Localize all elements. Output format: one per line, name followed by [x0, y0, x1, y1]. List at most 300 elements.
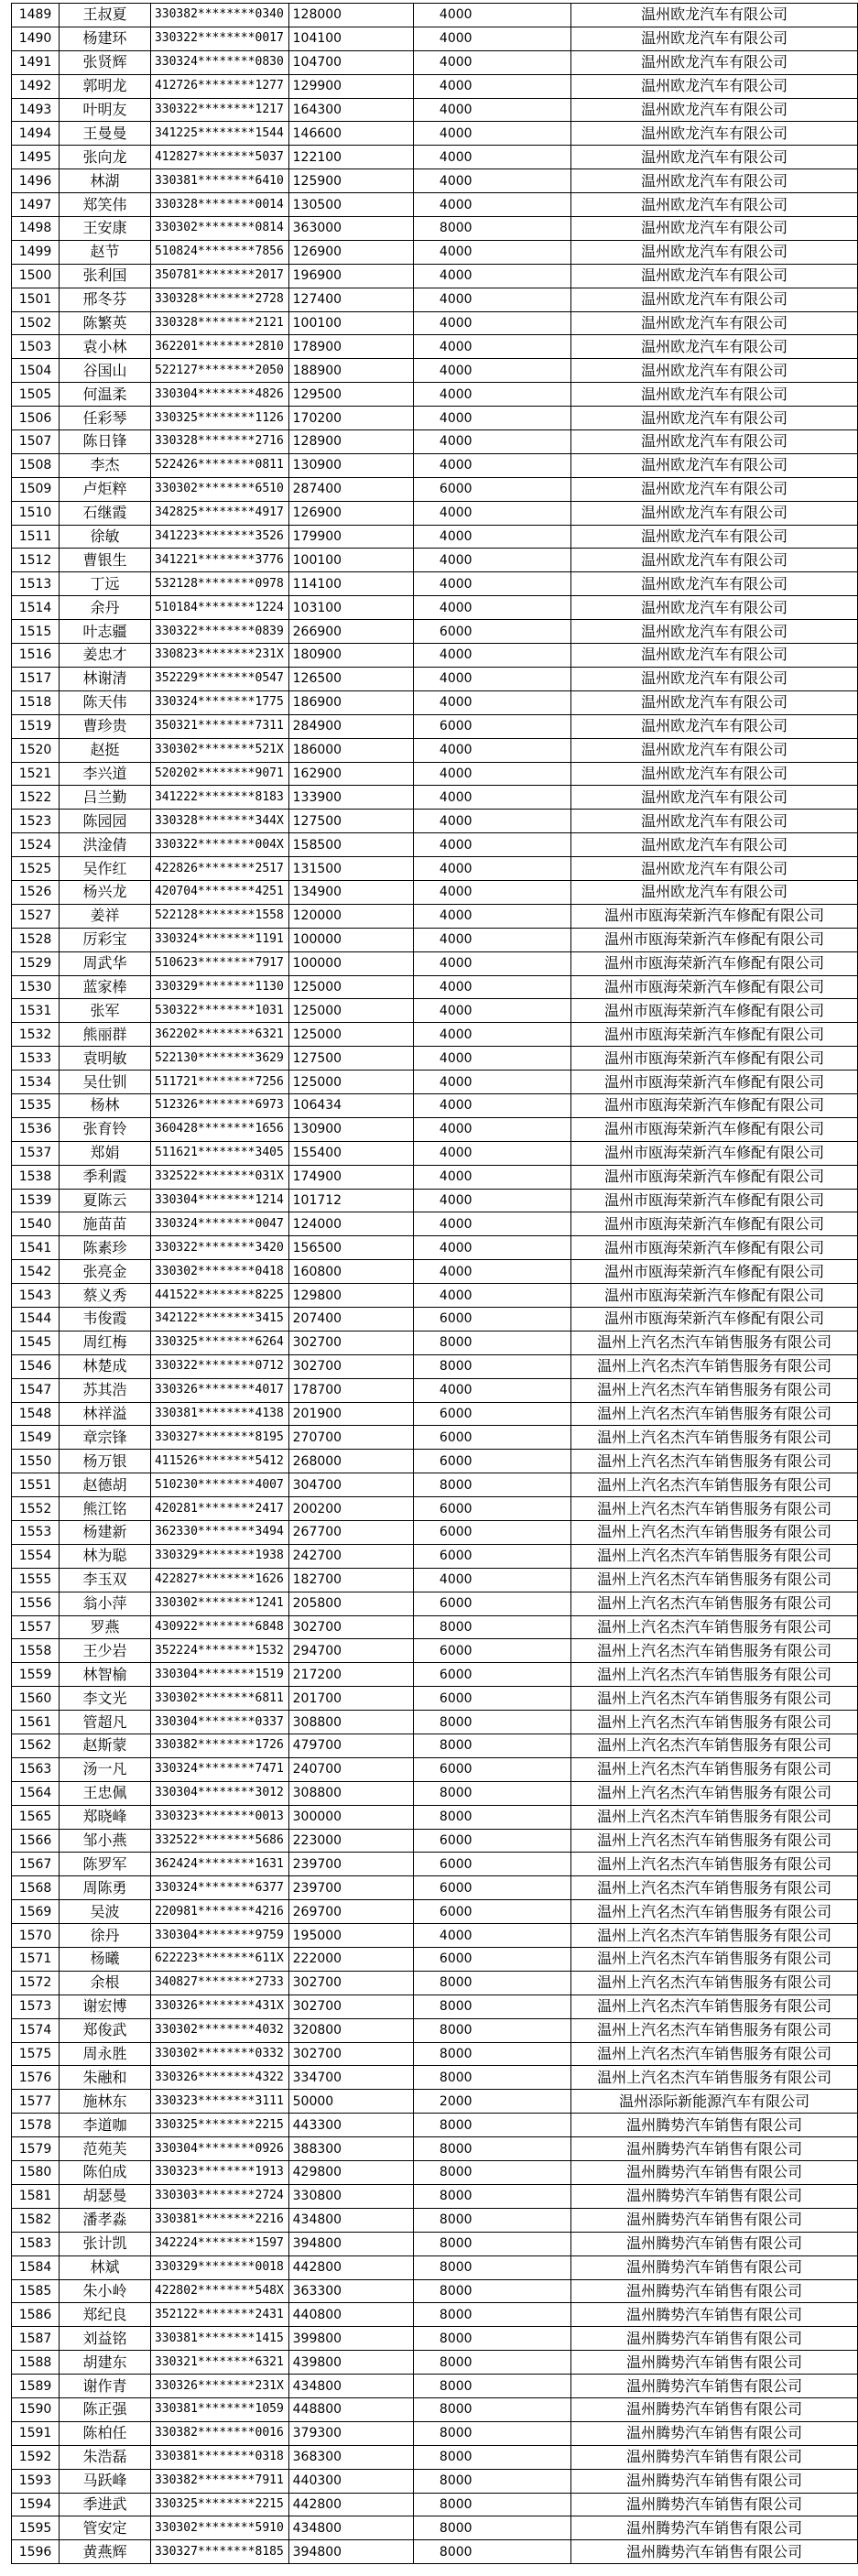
row-number-cell: 1575 — [12, 2042, 60, 2066]
table-row — [12, 1639, 858, 1663]
id-number-cell: 362202********6321 — [150, 1023, 288, 1047]
company-name-cell: 温州欧龙汽车有限公司 — [571, 738, 858, 762]
id-number-cell: 530322********1031 — [150, 999, 288, 1023]
company-name-cell: 温州上汽名杰汽车销售服务有限公司 — [571, 2018, 858, 2042]
price-amount-cell: 129900 — [288, 74, 413, 98]
company-name-cell: 温州欧龙汽车有限公司 — [571, 193, 858, 217]
company-name-cell: 温州市瓯海荣新汽车修配有限公司 — [571, 975, 858, 999]
person-name-cell: 杨兴龙 — [60, 880, 151, 904]
row-number-cell: 1515 — [12, 620, 60, 644]
id-number-cell: 330329********0018 — [150, 2255, 288, 2279]
person-name-cell: 张军 — [60, 999, 151, 1023]
subsidy-amount-cell: 4000 — [413, 4, 570, 27]
person-name-cell: 李杰 — [60, 453, 151, 477]
subsidy-amount-cell: 6000 — [413, 477, 570, 501]
subsidy-amount-cell: 4000 — [413, 453, 570, 477]
company-name-cell: 温州欧龙汽车有限公司 — [571, 549, 858, 572]
id-number-cell: 420704********4251 — [150, 880, 288, 904]
row-number-cell: 1550 — [12, 1450, 60, 1473]
subsidy-amount-cell: 4000 — [413, 690, 570, 714]
table-row — [12, 359, 858, 383]
person-name-cell: 吴作红 — [60, 857, 151, 881]
table-row — [12, 1165, 858, 1189]
id-number-cell: 510184********1224 — [150, 596, 288, 620]
company-name-cell: 温州上汽名杰汽车销售服务有限公司 — [571, 1497, 858, 1521]
price-amount-cell: 100100 — [288, 311, 413, 335]
subsidy-amount-cell: 4000 — [413, 27, 570, 50]
id-number-cell: 330326********431X — [150, 1994, 288, 2018]
table-row — [12, 1544, 858, 1568]
subsidy-amount-cell: 4000 — [413, 1236, 570, 1260]
table-row — [12, 2469, 858, 2493]
company-name-cell: 温州上汽名杰汽车销售服务有限公司 — [571, 1805, 858, 1829]
subsidy-amount-cell: 8000 — [413, 1734, 570, 1758]
id-number-cell: 330302********0418 — [150, 1260, 288, 1284]
person-name-cell: 范苑芙 — [60, 2137, 151, 2161]
price-amount-cell: 201900 — [288, 1402, 413, 1426]
id-number-cell: 330328********2121 — [150, 311, 288, 335]
price-amount-cell: 440300 — [288, 2469, 413, 2493]
company-name-cell: 温州上汽名杰汽车销售服务有限公司 — [571, 2042, 858, 2066]
person-name-cell: 管超凡 — [60, 1711, 151, 1734]
subsidy-amount-cell: 4000 — [413, 833, 570, 857]
company-name-cell: 温州欧龙汽车有限公司 — [571, 810, 858, 833]
row-number-cell: 1546 — [12, 1354, 60, 1378]
person-name-cell: 赵斯蒙 — [60, 1734, 151, 1758]
company-name-cell: 温州欧龙汽车有限公司 — [571, 264, 858, 288]
price-amount-cell: 434800 — [288, 2516, 413, 2540]
company-name-cell: 温州上汽名杰汽车销售服务有限公司 — [571, 1971, 858, 1994]
price-amount-cell: 131500 — [288, 857, 413, 881]
person-name-cell: 姜祥 — [60, 904, 151, 928]
subsidy-amount-cell: 4000 — [413, 1568, 570, 1592]
id-number-cell: 341223********3526 — [150, 525, 288, 549]
id-number-cell: 330322********1217 — [150, 98, 288, 122]
price-amount-cell: 320800 — [288, 2018, 413, 2042]
table-row — [12, 810, 858, 833]
person-name-cell: 周武华 — [60, 951, 151, 975]
person-name-cell: 王叔夏 — [60, 4, 151, 27]
subsidy-amount-cell: 4000 — [413, 880, 570, 904]
subsidy-amount-cell: 8000 — [413, 1354, 570, 1378]
row-number-cell: 1594 — [12, 2493, 60, 2516]
table-row — [12, 1994, 858, 2018]
id-number-cell: 330381********0318 — [150, 2445, 288, 2469]
table-row — [12, 1924, 858, 1948]
subsidy-amount-cell: 8000 — [413, 2469, 570, 2493]
person-name-cell: 李玉双 — [60, 1568, 151, 1592]
row-number-cell: 1583 — [12, 2232, 60, 2255]
table-row — [12, 880, 858, 904]
subsidy-amount-cell: 4000 — [413, 98, 570, 122]
price-amount-cell: 146600 — [288, 122, 413, 146]
company-name-cell: 温州欧龙汽车有限公司 — [571, 98, 858, 122]
subsidy-amount-cell: 4000 — [413, 146, 570, 169]
subsidy-amount-cell: 4000 — [413, 264, 570, 288]
subsidy-amount-cell: 4000 — [413, 74, 570, 98]
company-name-cell: 温州市瓯海荣新汽车修配有限公司 — [571, 999, 858, 1023]
table-row — [12, 690, 858, 714]
subsidy-amount-cell: 4000 — [413, 1117, 570, 1141]
table-row — [12, 1402, 858, 1426]
table-row — [12, 335, 858, 359]
company-name-cell: 温州市瓯海荣新汽车修配有限公司 — [571, 1260, 858, 1284]
company-name-cell: 温州上汽名杰汽车销售服务有限公司 — [571, 1426, 858, 1450]
subsidy-amount-cell: 4000 — [413, 1189, 570, 1212]
table-row — [12, 1615, 858, 1639]
subsidy-amount-cell: 4000 — [413, 122, 570, 146]
table-row — [12, 2184, 858, 2208]
company-name-cell: 温州上汽名杰汽车销售服务有限公司 — [571, 1900, 858, 1924]
row-number-cell: 1549 — [12, 1426, 60, 1450]
price-amount-cell: 242700 — [288, 1544, 413, 1568]
company-name-cell: 温州市瓯海荣新汽车修配有限公司 — [571, 1284, 858, 1308]
table-row — [12, 1853, 858, 1876]
person-name-cell: 章宗锋 — [60, 1426, 151, 1450]
company-name-cell: 温州腾势汽车销售有限公司 — [571, 2279, 858, 2303]
row-number-cell: 1556 — [12, 1592, 60, 1615]
row-number-cell: 1522 — [12, 786, 60, 810]
table-row — [12, 762, 858, 786]
row-number-cell: 1570 — [12, 1924, 60, 1948]
person-name-cell: 周陈勇 — [60, 1876, 151, 1900]
row-number-cell: 1527 — [12, 904, 60, 928]
table-row — [12, 288, 858, 311]
person-name-cell: 陈天伟 — [60, 690, 151, 714]
id-number-cell: 330302********521X — [150, 738, 288, 762]
company-name-cell: 温州上汽名杰汽车销售服务有限公司 — [571, 1402, 858, 1426]
person-name-cell: 杨建新 — [60, 1521, 151, 1545]
id-number-cell: 330326********231X — [150, 2375, 288, 2398]
company-name-cell: 温州上汽名杰汽车销售服务有限公司 — [571, 1876, 858, 1900]
price-amount-cell: 207400 — [288, 1307, 413, 1331]
subsidy-amount-cell: 4000 — [413, 430, 570, 454]
subsidy-amount-cell: 4000 — [413, 335, 570, 359]
person-name-cell: 苏其浩 — [60, 1378, 151, 1402]
price-amount-cell: 196900 — [288, 264, 413, 288]
row-number-cell: 1516 — [12, 644, 60, 668]
row-number-cell: 1532 — [12, 1023, 60, 1047]
subsidy-amount-cell: 8000 — [413, 2540, 570, 2564]
row-number-cell: 1499 — [12, 240, 60, 264]
table-row — [12, 1117, 858, 1141]
person-name-cell: 谷国山 — [60, 359, 151, 383]
row-number-cell: 1497 — [12, 193, 60, 217]
subsidy-amount-cell: 8000 — [413, 2018, 570, 2042]
price-amount-cell: 178700 — [288, 1378, 413, 1402]
company-name-cell: 温州市瓯海荣新汽车修配有限公司 — [571, 1165, 858, 1189]
subsidy-amount-cell: 8000 — [413, 2351, 570, 2375]
price-amount-cell: 164300 — [288, 98, 413, 122]
company-name-cell: 温州上汽名杰汽车销售服务有限公司 — [571, 1354, 858, 1378]
company-name-cell: 温州上汽名杰汽车销售服务有限公司 — [571, 1853, 858, 1876]
row-number-cell: 1525 — [12, 857, 60, 881]
id-number-cell: 330325********2215 — [150, 2493, 288, 2516]
table-row — [12, 1236, 858, 1260]
id-number-cell: 511721********7256 — [150, 1071, 288, 1094]
price-amount-cell: 334700 — [288, 2066, 413, 2090]
company-name-cell: 温州腾势汽车销售有限公司 — [571, 2137, 858, 2161]
subsidy-amount-cell: 8000 — [413, 2516, 570, 2540]
table-row — [12, 667, 858, 690]
row-number-cell: 1589 — [12, 2375, 60, 2398]
company-name-cell: 温州欧龙汽车有限公司 — [571, 335, 858, 359]
price-amount-cell: 125000 — [288, 999, 413, 1023]
company-name-cell: 温州欧龙汽车有限公司 — [571, 74, 858, 98]
company-name-cell: 温州欧龙汽车有限公司 — [571, 169, 858, 193]
person-name-cell: 林斌 — [60, 2255, 151, 2279]
id-number-cell: 220981********4216 — [150, 1900, 288, 1924]
table-row — [12, 2255, 858, 2279]
person-name-cell: 陈日锋 — [60, 430, 151, 454]
row-number-cell: 1537 — [12, 1141, 60, 1165]
table-row — [12, 27, 858, 50]
subsidy-amount-cell: 4000 — [413, 1284, 570, 1308]
person-name-cell: 陈柏任 — [60, 2421, 151, 2445]
subsidy-amount-cell: 4000 — [413, 311, 570, 335]
subsidy-amount-cell: 4000 — [413, 1071, 570, 1094]
id-number-cell: 332522********5686 — [150, 1829, 288, 1853]
price-amount-cell: 180900 — [288, 644, 413, 668]
id-number-cell: 342224********1597 — [150, 2232, 288, 2255]
company-name-cell: 温州欧龙汽车有限公司 — [571, 880, 858, 904]
company-name-cell: 温州欧龙汽车有限公司 — [571, 383, 858, 407]
subsidy-amount-cell: 8000 — [413, 1615, 570, 1639]
table-row — [12, 1093, 858, 1117]
subsidy-amount-cell: 4000 — [413, 999, 570, 1023]
subsidy-amount-cell: 4000 — [413, 525, 570, 549]
id-number-cell: 422802********548X — [150, 2279, 288, 2303]
person-name-cell: 陈罗军 — [60, 1853, 151, 1876]
row-number-cell: 1496 — [12, 169, 60, 193]
row-number-cell: 1491 — [12, 50, 60, 74]
person-name-cell: 叶志疆 — [60, 620, 151, 644]
subsidy-amount-cell: 8000 — [413, 2137, 570, 2161]
price-amount-cell: 125000 — [288, 975, 413, 999]
company-name-cell: 温州欧龙汽车有限公司 — [571, 525, 858, 549]
company-name-cell: 温州欧龙汽车有限公司 — [571, 430, 858, 454]
row-number-cell: 1560 — [12, 1687, 60, 1711]
row-number-cell: 1536 — [12, 1117, 60, 1141]
person-name-cell: 余根 — [60, 1971, 151, 1994]
company-name-cell: 温州市瓯海荣新汽车修配有限公司 — [571, 1023, 858, 1047]
person-name-cell: 陈园园 — [60, 810, 151, 833]
row-number-cell: 1557 — [12, 1615, 60, 1639]
id-number-cell: 411526********5412 — [150, 1450, 288, 1473]
person-name-cell: 蔡义秀 — [60, 1284, 151, 1308]
id-number-cell: 330323********3111 — [150, 2090, 288, 2114]
table-row — [12, 2090, 858, 2114]
company-name-cell: 温州腾势汽车销售有限公司 — [571, 2327, 858, 2351]
company-name-cell: 温州市瓯海荣新汽车修配有限公司 — [571, 1307, 858, 1331]
table-row — [12, 2540, 858, 2564]
id-number-cell: 412726********1277 — [150, 74, 288, 98]
id-number-cell: 330304********0337 — [150, 1711, 288, 1734]
id-number-cell: 532128********0978 — [150, 572, 288, 596]
person-name-cell: 余丹 — [60, 596, 151, 620]
subsidy-amount-cell: 6000 — [413, 1829, 570, 1853]
table-row — [12, 1521, 858, 1545]
subsidy-amount-cell: 4000 — [413, 193, 570, 217]
company-name-cell: 温州添际新能源汽车有限公司 — [571, 2090, 858, 2114]
row-number-cell: 1558 — [12, 1639, 60, 1663]
person-name-cell: 郑俊武 — [60, 2018, 151, 2042]
person-name-cell: 潘孝淼 — [60, 2208, 151, 2232]
row-number-cell: 1534 — [12, 1071, 60, 1094]
table-row — [12, 1354, 858, 1378]
row-number-cell: 1508 — [12, 453, 60, 477]
row-number-cell: 1524 — [12, 833, 60, 857]
table-row — [12, 122, 858, 146]
row-number-cell: 1559 — [12, 1663, 60, 1687]
person-name-cell: 季利霞 — [60, 1165, 151, 1189]
id-number-cell: 330324********6377 — [150, 1876, 288, 1900]
person-name-cell: 施苗苗 — [60, 1212, 151, 1236]
row-number-cell: 1498 — [12, 217, 60, 241]
person-name-cell: 郭明龙 — [60, 74, 151, 98]
row-number-cell: 1523 — [12, 810, 60, 833]
price-amount-cell: 302700 — [288, 1331, 413, 1354]
id-number-cell: 332522********031X — [150, 1165, 288, 1189]
id-number-cell: 522426********0811 — [150, 453, 288, 477]
subsidy-amount-cell: 8000 — [413, 2421, 570, 2445]
price-amount-cell: 440800 — [288, 2303, 413, 2327]
subsidy-amount-cell: 6000 — [413, 1876, 570, 1900]
row-number-cell: 1507 — [12, 430, 60, 454]
table-row — [12, 1473, 858, 1497]
person-name-cell: 袁小林 — [60, 335, 151, 359]
id-number-cell: 330329********1938 — [150, 1544, 288, 1568]
subsidy-amount-cell: 4000 — [413, 1047, 570, 1071]
price-amount-cell: 133900 — [288, 786, 413, 810]
company-name-cell: 温州腾势汽车销售有限公司 — [571, 2493, 858, 2516]
price-amount-cell: 125000 — [288, 1023, 413, 1047]
person-name-cell: 李道咖 — [60, 2114, 151, 2137]
subsidy-amount-cell: 4000 — [413, 857, 570, 881]
person-name-cell: 徐敏 — [60, 525, 151, 549]
subsidy-amount-cell: 4000 — [413, 1093, 570, 1117]
table-row — [12, 169, 858, 193]
subsidy-amount-cell: 4000 — [413, 644, 570, 668]
table-row — [12, 1071, 858, 1094]
price-amount-cell: 302700 — [288, 2042, 413, 2066]
row-number-cell: 1542 — [12, 1260, 60, 1284]
subsidy-amount-cell: 8000 — [413, 2279, 570, 2303]
table-row — [12, 453, 858, 477]
subsidy-amount-cell: 6000 — [413, 1948, 570, 1972]
price-amount-cell: 104700 — [288, 50, 413, 74]
person-name-cell: 杨林 — [60, 1093, 151, 1117]
table-row — [12, 311, 858, 335]
subsidy-amount-cell: 6000 — [413, 1639, 570, 1663]
table-row — [12, 501, 858, 525]
price-amount-cell: 160800 — [288, 1260, 413, 1284]
id-number-cell: 330322********0017 — [150, 27, 288, 50]
person-name-cell: 郑娟 — [60, 1141, 151, 1165]
person-name-cell: 王忠佩 — [60, 1781, 151, 1805]
row-number-cell: 1574 — [12, 2018, 60, 2042]
table-row — [12, 1568, 858, 1592]
row-number-cell: 1593 — [12, 2469, 60, 2493]
id-number-cell: 342122********3415 — [150, 1307, 288, 1331]
table-row — [12, 2208, 858, 2232]
price-amount-cell: 302700 — [288, 1615, 413, 1639]
row-number-cell: 1518 — [12, 690, 60, 714]
table-row — [12, 1450, 858, 1473]
id-number-cell: 330325********1126 — [150, 407, 288, 430]
price-amount-cell: 200200 — [288, 1497, 413, 1521]
row-number-cell: 1501 — [12, 288, 60, 311]
price-amount-cell: 269700 — [288, 1900, 413, 1924]
price-amount-cell: 104100 — [288, 27, 413, 50]
row-number-cell: 1511 — [12, 525, 60, 549]
price-amount-cell: 368300 — [288, 2445, 413, 2469]
person-name-cell: 蓝家棒 — [60, 975, 151, 999]
person-name-cell: 王曼曼 — [60, 122, 151, 146]
subsidy-amount-cell: 8000 — [413, 1473, 570, 1497]
subsidy-amount-cell: 8000 — [413, 2255, 570, 2279]
company-name-cell: 温州上汽名杰汽车销售服务有限公司 — [571, 1994, 858, 2018]
id-number-cell: 330322********004X — [150, 833, 288, 857]
company-name-cell: 温州市瓯海荣新汽车修配有限公司 — [571, 928, 858, 951]
table-row — [12, 928, 858, 951]
price-amount-cell: 205800 — [288, 1592, 413, 1615]
row-number-cell: 1538 — [12, 1165, 60, 1189]
company-name-cell: 温州上汽名杰汽车销售服务有限公司 — [571, 1924, 858, 1948]
person-name-cell: 周红梅 — [60, 1331, 151, 1354]
company-name-cell: 温州欧龙汽车有限公司 — [571, 714, 858, 738]
row-number-cell: 1562 — [12, 1734, 60, 1758]
company-name-cell: 温州上汽名杰汽车销售服务有限公司 — [571, 1639, 858, 1663]
company-name-cell: 温州上汽名杰汽车销售服务有限公司 — [571, 1734, 858, 1758]
row-number-cell: 1595 — [12, 2516, 60, 2540]
company-name-cell: 温州欧龙汽车有限公司 — [571, 407, 858, 430]
table-row — [12, 477, 858, 501]
table-row — [12, 1141, 858, 1165]
id-number-cell: 520202********9071 — [150, 762, 288, 786]
subsidy-amount-cell: 4000 — [413, 975, 570, 999]
price-amount-cell: 240700 — [288, 1757, 413, 1781]
row-number-cell: 1519 — [12, 714, 60, 738]
price-amount-cell: 130900 — [288, 1117, 413, 1141]
table-row — [12, 1260, 858, 1284]
row-number-cell: 1565 — [12, 1805, 60, 1829]
row-number-cell: 1526 — [12, 880, 60, 904]
company-name-cell: 温州市瓯海荣新汽车修配有限公司 — [571, 1117, 858, 1141]
subsidy-amount-cell: 6000 — [413, 1544, 570, 1568]
id-number-cell: 330381********6410 — [150, 169, 288, 193]
company-name-cell: 温州欧龙汽车有限公司 — [571, 359, 858, 383]
row-number-cell: 1489 — [12, 4, 60, 27]
price-amount-cell: 130500 — [288, 193, 413, 217]
subsidy-amount-cell: 8000 — [413, 1805, 570, 1829]
person-name-cell: 翁小萍 — [60, 1592, 151, 1615]
price-amount-cell: 126500 — [288, 667, 413, 690]
row-number-cell: 1493 — [12, 98, 60, 122]
company-name-cell: 温州腾势汽车销售有限公司 — [571, 2375, 858, 2398]
subsidy-amount-cell: 4000 — [413, 1212, 570, 1236]
id-number-cell: 330382********7911 — [150, 2469, 288, 2493]
price-amount-cell: 120000 — [288, 904, 413, 928]
id-number-cell: 330823********231X — [150, 644, 288, 668]
person-name-cell: 胡建东 — [60, 2351, 151, 2375]
price-amount-cell: 201700 — [288, 1687, 413, 1711]
price-amount-cell: 114100 — [288, 572, 413, 596]
table-row — [12, 2161, 858, 2185]
price-amount-cell: 127400 — [288, 288, 413, 311]
row-number-cell: 1591 — [12, 2421, 60, 2445]
person-name-cell: 刘益铭 — [60, 2327, 151, 2351]
